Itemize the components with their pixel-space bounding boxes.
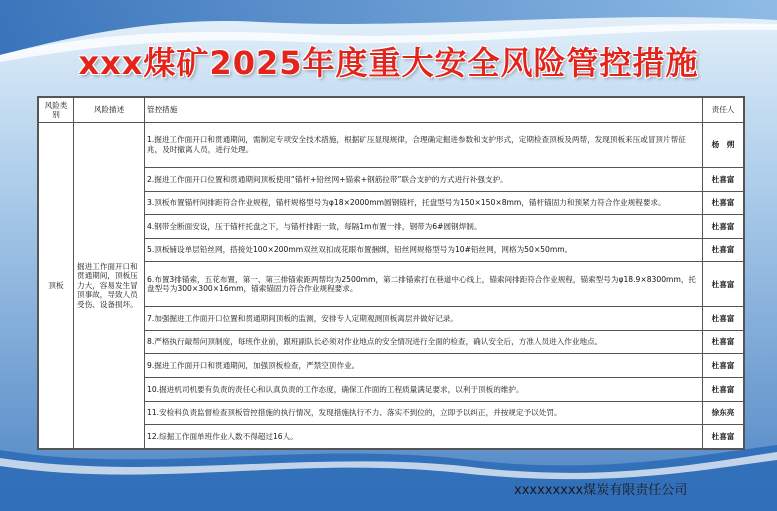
- risk-control-table: [37, 96, 745, 450]
- risk-type-cell: 顶板: [39, 123, 74, 449]
- risk-description-cell: 掘进工作面开口和贯通期间，顶板压力大，容易发生冒顶事故，导致人员受伤、设备损坏。: [74, 123, 145, 449]
- owner-cell: 杜喜富: [703, 425, 744, 449]
- owner-cell: 徐东亮: [703, 401, 744, 425]
- control-measure-cell: 10.掘进机司机要有负责的责任心和认真负责的工作态度，确保工作面的工程质量满足要求，以利于顶板的维护。: [145, 378, 703, 402]
- table-row: [39, 401, 744, 425]
- control-measure-cell: 8.严格执行敲帮问顶制度，每班作业前，跟班副队长必须对作业地点的安全情况进行全面的检查，确认安全后，方准人员进入作业地点。: [145, 330, 703, 354]
- control-measure-cell: 2.掘进工作面开口位置和贯通期间顶板使用“锚杆+铅丝网+锚索+钢筋拉带”联合支护的方式进行补强支护。: [145, 167, 703, 191]
- owner-cell: 杜喜富: [703, 307, 744, 331]
- table-row: [39, 262, 744, 307]
- table-row: [39, 330, 744, 354]
- owner-cell: 杜喜富: [703, 191, 744, 215]
- table-row: [39, 378, 744, 402]
- owner-cell: 杜喜富: [703, 330, 744, 354]
- table-row: [39, 354, 744, 378]
- control-measure-cell: 1.掘进工作面开口和贯通期间，需制定专项安全技术措施，根据矿压显现规律，合理确定掘进参数和支护形式，定期检查顶板及两帮，发现顶板来压或冒顶片帮征兆，及时撤离人员，进行处理。: [145, 123, 703, 168]
- owner-cell: 杜喜富: [703, 378, 744, 402]
- page-title: xxx煤矿2025年度重大安全风险管控措施: [78, 44, 699, 82]
- owner-cell: 杜喜富: [703, 167, 744, 191]
- control-measure-cell: 5.顶板铺设单层铅丝网，搭接处100×200mm双丝双扣成花眼布置捆绑，铅丝网规格型号为10#铅丝网，网格为50×50mm。: [145, 238, 703, 262]
- header-risk-description: 风险描述: [74, 98, 145, 123]
- control-measure-cell: 3.顶板布置锚杆间排距符合作业规程，锚杆规格型号为φ18×2000mm圆钢锚杆，托盘型号为150×150×8mm，锚杆锚固力和预紧力符合作业规程要求。: [145, 191, 703, 215]
- owner-cell: 杜喜富: [703, 354, 744, 378]
- control-measure-cell: 6.布置3排锚索，五花布置，第一、第三排锚索距两帮均为2500mm，第二排锚索打在巷道中心线上，锚索间排距符合作业规程，锚索型号为φ18.9×8300mm，托盘型号为300×300×16mm，锚索锚固力符合作业规程要求。: [145, 262, 703, 307]
- owner-cell: 杨 朔: [703, 123, 744, 168]
- control-measure-cell: 4.钢带全断面安设，压于锚杆托盘之下，与锚杆排距一致，每隔1m布置一排，钢带为6#圆钢焊制。: [145, 215, 703, 239]
- table-row: [39, 123, 744, 168]
- owner-cell: 杜喜富: [703, 238, 744, 262]
- control-measure-cell: 7.加强掘进工作面开口位置和贯通期间顶板的监测，安排专人定期观测顶板离层并做好记录。: [145, 307, 703, 331]
- table-row: [39, 167, 744, 191]
- control-measure-cell: 9.掘进工作面开口和贯通期间，加强顶板检查，严禁空顶作业。: [145, 354, 703, 378]
- company-name: xxxxxxxxx煤炭有限责任公司: [514, 483, 688, 498]
- table-row: [39, 238, 744, 262]
- table-row: [39, 425, 744, 449]
- header-risk-type: 风险类别: [39, 98, 74, 123]
- control-measure-cell: 12.综掘工作面单班作业人数不得超过16人。: [145, 425, 703, 449]
- header-control-measures: 管控措施: [145, 98, 703, 123]
- table-row: [39, 191, 744, 215]
- table-header-row: [39, 98, 744, 123]
- table-row: [39, 215, 744, 239]
- table-row: [39, 307, 744, 331]
- owner-cell: 杜喜富: [703, 215, 744, 239]
- control-measure-cell: 11.安检科负责监督检查顶板管控措施的执行情况，发现措施执行不力、落实不到位的，立即予以纠正，并按规定予以处罚。: [145, 401, 703, 425]
- owner-cell: 杜喜富: [703, 262, 744, 307]
- header-owner: 责任人: [703, 98, 744, 123]
